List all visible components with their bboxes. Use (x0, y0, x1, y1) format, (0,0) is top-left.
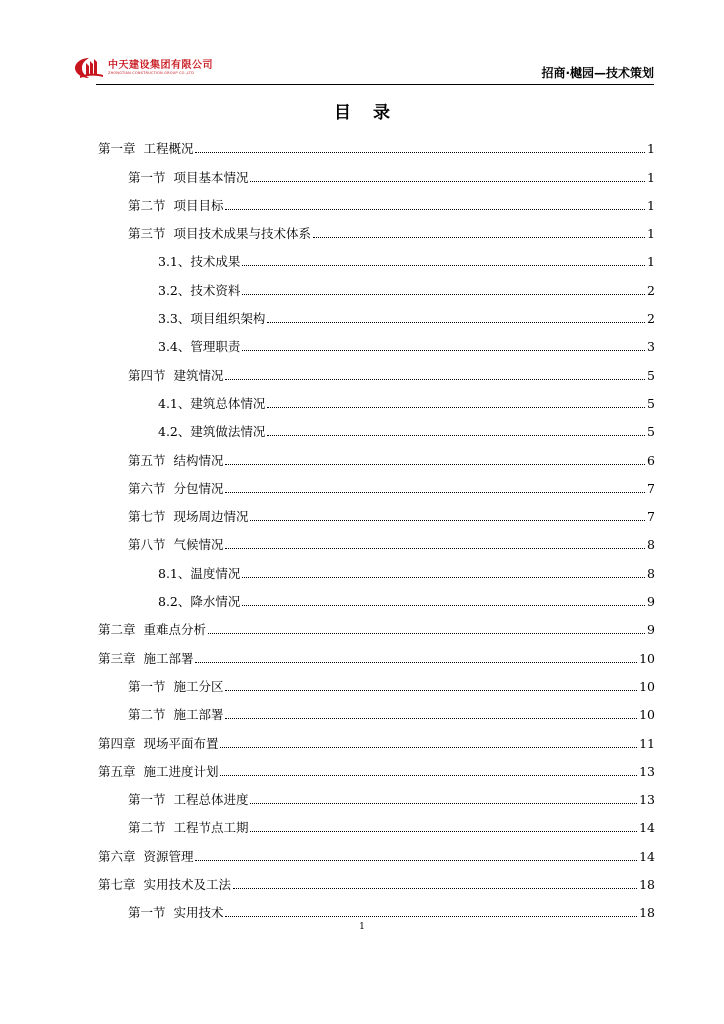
toc-leader-dots (225, 718, 637, 719)
toc-leader-dots (313, 237, 645, 238)
toc-entry-page: 10 (639, 707, 655, 723)
toc-entry-page: 10 (639, 650, 655, 666)
toc-entry[interactable] (98, 242, 655, 270)
toc-title: 目录 (334, 103, 412, 123)
toc-leader-dots (242, 577, 645, 578)
toc-entry-page: 1 (647, 141, 655, 157)
toc-entry-page: 6 (647, 452, 655, 468)
toc-entry[interactable] (98, 270, 655, 298)
toc-entry[interactable] (98, 695, 655, 723)
toc-entry-page: 9 (647, 594, 655, 610)
toc-entry-label: 第七节 现场周边情况 (128, 509, 249, 525)
toc-entry-label: 第三章 施工部署 (98, 650, 194, 666)
toc-entry-label: 第一节 项目基本情况 (128, 169, 249, 185)
toc-entry[interactable] (98, 157, 655, 185)
toc-entry[interactable] (98, 327, 655, 355)
toc-entry[interactable] (98, 752, 655, 780)
toc-entry-page: 2 (647, 282, 655, 298)
toc-entry[interactable] (98, 214, 655, 242)
toc-leader-dots (242, 294, 645, 295)
toc-entry-page: 9 (647, 622, 655, 638)
header-project-title: 招商·樾园—技术策划 (541, 66, 654, 80)
toc-entry-page: 13 (639, 763, 655, 779)
toc-entry-page: 5 (647, 367, 655, 383)
toc-leader-dots (267, 322, 645, 323)
toc-entry-page: 1 (647, 226, 655, 242)
toc-leader-dots (220, 775, 637, 776)
toc-entry[interactable] (98, 412, 655, 440)
toc-leader-dots (225, 492, 645, 493)
toc-entry[interactable] (98, 865, 655, 893)
toc-entry-label: 第一节 实用技术 (128, 905, 224, 921)
toc-leader-dots (250, 181, 645, 182)
toc-entry-page: 10 (639, 678, 655, 694)
toc-leader-dots (195, 662, 637, 663)
toc-entry[interactable] (98, 355, 655, 383)
toc-entry-page: 1 (647, 197, 655, 213)
toc-entry-page: 18 (639, 877, 655, 893)
toc-entry[interactable] (98, 610, 655, 638)
toc-entry-page: 14 (639, 820, 655, 836)
toc-leader-dots (225, 464, 645, 465)
toc-entry-page: 7 (647, 480, 655, 496)
toc-entry[interactable] (98, 440, 655, 468)
logo-company-name: 中天建设集团有限公司 (108, 60, 213, 71)
toc-entry[interactable] (98, 582, 655, 610)
toc-entry-label: 4.1、建筑总体情况 (158, 395, 266, 411)
toc-leader-dots (250, 803, 637, 804)
toc-leader-dots (267, 435, 645, 436)
toc-leader-dots (195, 860, 637, 861)
toc-entry[interactable] (98, 129, 655, 157)
toc-entry[interactable] (98, 469, 655, 497)
toc-entry[interactable] (98, 723, 655, 751)
toc-entry-label: 3.3、项目组织架构 (158, 311, 266, 327)
toc-entry-label: 第六节 分包情况 (128, 480, 224, 496)
toc-leader-dots (195, 152, 645, 153)
toc-entry-label: 第一节 施工分区 (128, 678, 224, 694)
company-logo (74, 57, 213, 79)
toc-entry[interactable] (98, 893, 655, 921)
toc-entry[interactable] (98, 384, 655, 412)
toc-entry-page: 1 (647, 254, 655, 270)
toc-leader-dots (267, 407, 645, 408)
toc-entry[interactable] (98, 638, 655, 666)
toc-entry[interactable] (98, 836, 655, 864)
toc-entry-label: 4.2、建筑做法情况 (158, 424, 266, 440)
toc-leader-dots (225, 209, 645, 210)
toc-entry-page: 5 (647, 395, 655, 411)
logo-company-name-en: ZHONGTIAN CONSTRUCTION GROUP CO.,LTD (108, 71, 195, 75)
toc-entry-page: 11 (639, 735, 655, 751)
toc-entry-label: 第二节 项目目标 (128, 197, 224, 213)
toc-entry-page: 8 (647, 537, 655, 553)
toc-entry-label: 第二章 重难点分析 (98, 622, 206, 638)
toc-leader-dots (208, 633, 645, 634)
toc-entry[interactable] (98, 553, 655, 581)
toc-entry-page: 2 (647, 311, 655, 327)
toc-entry[interactable] (98, 808, 655, 836)
toc-entry-page: 8 (647, 565, 655, 581)
toc-entry-label: 第三节 项目技术成果与技术体系 (128, 226, 311, 242)
page-header (96, 52, 654, 85)
page-number: 1 (359, 922, 365, 932)
toc-entry-label: 第八节 气候情况 (128, 537, 224, 553)
toc-entry-label: 3.2、技术资料 (158, 282, 241, 298)
toc-entry-label: 第五章 施工进度计划 (98, 763, 219, 779)
toc-entry-page: 14 (639, 848, 655, 864)
toc-entry-page: 3 (647, 339, 655, 355)
toc-leader-dots (225, 690, 637, 691)
toc-leader-dots (250, 520, 645, 521)
toc-entry-label: 8.1、温度情况 (158, 565, 241, 581)
company-logo-icon (74, 57, 104, 79)
toc-leader-dots (225, 548, 645, 549)
toc-leader-dots (220, 747, 637, 748)
toc-entry-label: 第一节 工程总体进度 (128, 792, 249, 808)
toc-entry-label: 第一章 工程概况 (98, 141, 194, 157)
toc-entry-label: 第四章 现场平面布置 (98, 735, 219, 751)
toc-entry-page: 18 (639, 905, 655, 921)
toc-entry-page: 13 (639, 792, 655, 808)
toc-entry[interactable] (98, 780, 655, 808)
toc-entry[interactable] (98, 186, 655, 214)
toc-entry[interactable] (98, 497, 655, 525)
toc-entry-page: 1 (647, 169, 655, 185)
toc-entry-label: 第六章 资源管理 (98, 848, 194, 864)
toc-entry-label: 3.4、管理职责 (158, 339, 241, 355)
toc-leader-dots (233, 888, 637, 889)
toc-entry-label: 3.1、技术成果 (158, 254, 241, 270)
toc-entry-label: 第二节 工程节点工期 (128, 820, 249, 836)
toc-entry-label: 第七章 实用技术及工法 (98, 877, 231, 893)
toc-entry-label: 第五节 结构情况 (128, 452, 224, 468)
toc-leader-dots (250, 831, 637, 832)
toc-leader-dots (225, 916, 637, 917)
toc-entry-page: 5 (647, 424, 655, 440)
toc-leader-dots (242, 265, 645, 266)
toc-leader-dots (225, 379, 645, 380)
toc-entry[interactable] (98, 667, 655, 695)
toc-entry-label: 第四节 建筑情况 (128, 367, 224, 383)
table-of-contents (98, 129, 655, 921)
toc-entry-page: 7 (647, 509, 655, 525)
toc-entry-label: 第二节 施工部署 (128, 707, 224, 723)
toc-entry[interactable] (98, 525, 655, 553)
toc-entry[interactable] (98, 299, 655, 327)
toc-entry-label: 8.2、降水情况 (158, 594, 241, 610)
toc-leader-dots (242, 605, 645, 606)
toc-leader-dots (242, 350, 645, 351)
